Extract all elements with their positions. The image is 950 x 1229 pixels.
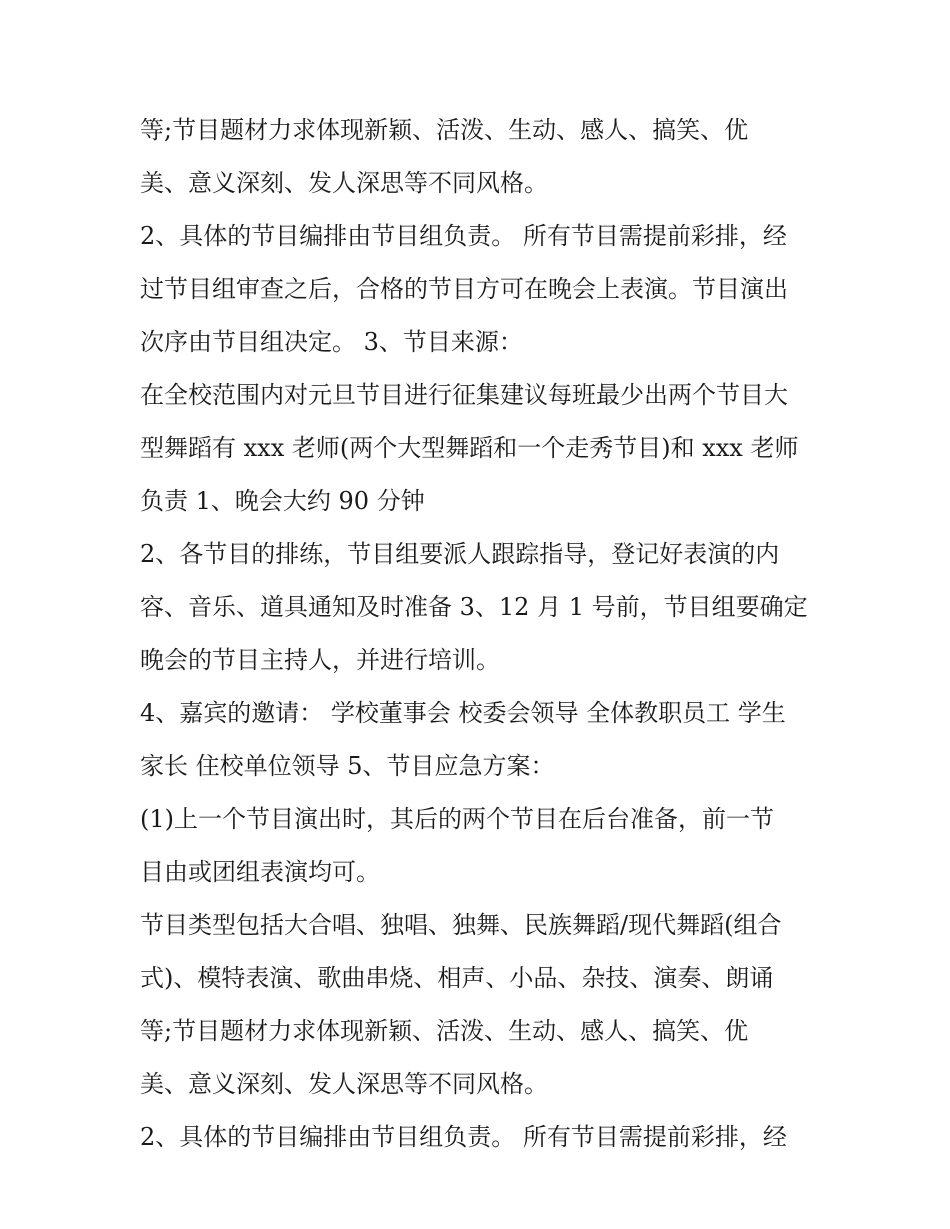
- text-line: 2、具体的节目编排由节目组负责。 所有节目需提前彩排，经: [140, 222, 787, 250]
- text-line: 2、具体的节目编排由节目组负责。 所有节目需提前彩排，经: [140, 1123, 787, 1151]
- text-line: 2、各节目的排练，节目组要派人跟踪指导，登记好表演的内: [140, 540, 780, 568]
- text-line: 过节目组审查之后，合格的节目方可在晚会上表演。节目演出: [140, 275, 788, 303]
- text-line: 型舞蹈有 xxx 老师(两个大型舞蹈和一个走秀节目)和 xxx 老师: [140, 434, 799, 462]
- text-line: 式)、模特表演、歌曲串烧、相声、小品、杂技、演奏、朗诵: [140, 964, 774, 992]
- text-line: 美、意义深刻、发人深思等不同风格。: [140, 1070, 548, 1098]
- text-line: 次序由节目组决定。 3、节目来源：: [140, 328, 523, 356]
- text-line: 容、音乐、道具通知及时准备 3、12 月 1 号前，节目组要确定: [140, 593, 808, 621]
- text-line: 晚会的节目主持人，并进行培训。: [140, 646, 500, 674]
- text-line: 家长 住校单位领导 5、节目应急方案：: [140, 752, 555, 780]
- text-line: 节目类型包括大合唱、独唱、独舞、民族舞蹈/现代舞蹈(组合: [140, 911, 782, 939]
- text-line: 等;节目题材力求体现新颖、活泼、生动、感人、搞笑、优: [140, 1017, 749, 1045]
- text-line: 目由或团组表演均可。: [140, 858, 380, 886]
- text-line: (1)上一个节目演出时，其后的两个节目在后台准备，前一节: [140, 805, 774, 833]
- text-line: 4、嘉宾的邀请： 学校董事会 校委会领导 全体教职员工 学生: [140, 699, 786, 727]
- text-line: 在全校范围内对元旦节目进行征集建议每班最少出两个节目大: [140, 381, 788, 409]
- text-line: 美、意义深刻、发人深思等不同风格。: [140, 169, 548, 197]
- document-body: [140, 104, 830, 1164]
- text-line: 等;节目题材力求体现新颖、活泼、生动、感人、搞笑、优: [140, 116, 749, 144]
- text-line: 负责 1、晚会大约 90 分钟: [140, 487, 425, 515]
